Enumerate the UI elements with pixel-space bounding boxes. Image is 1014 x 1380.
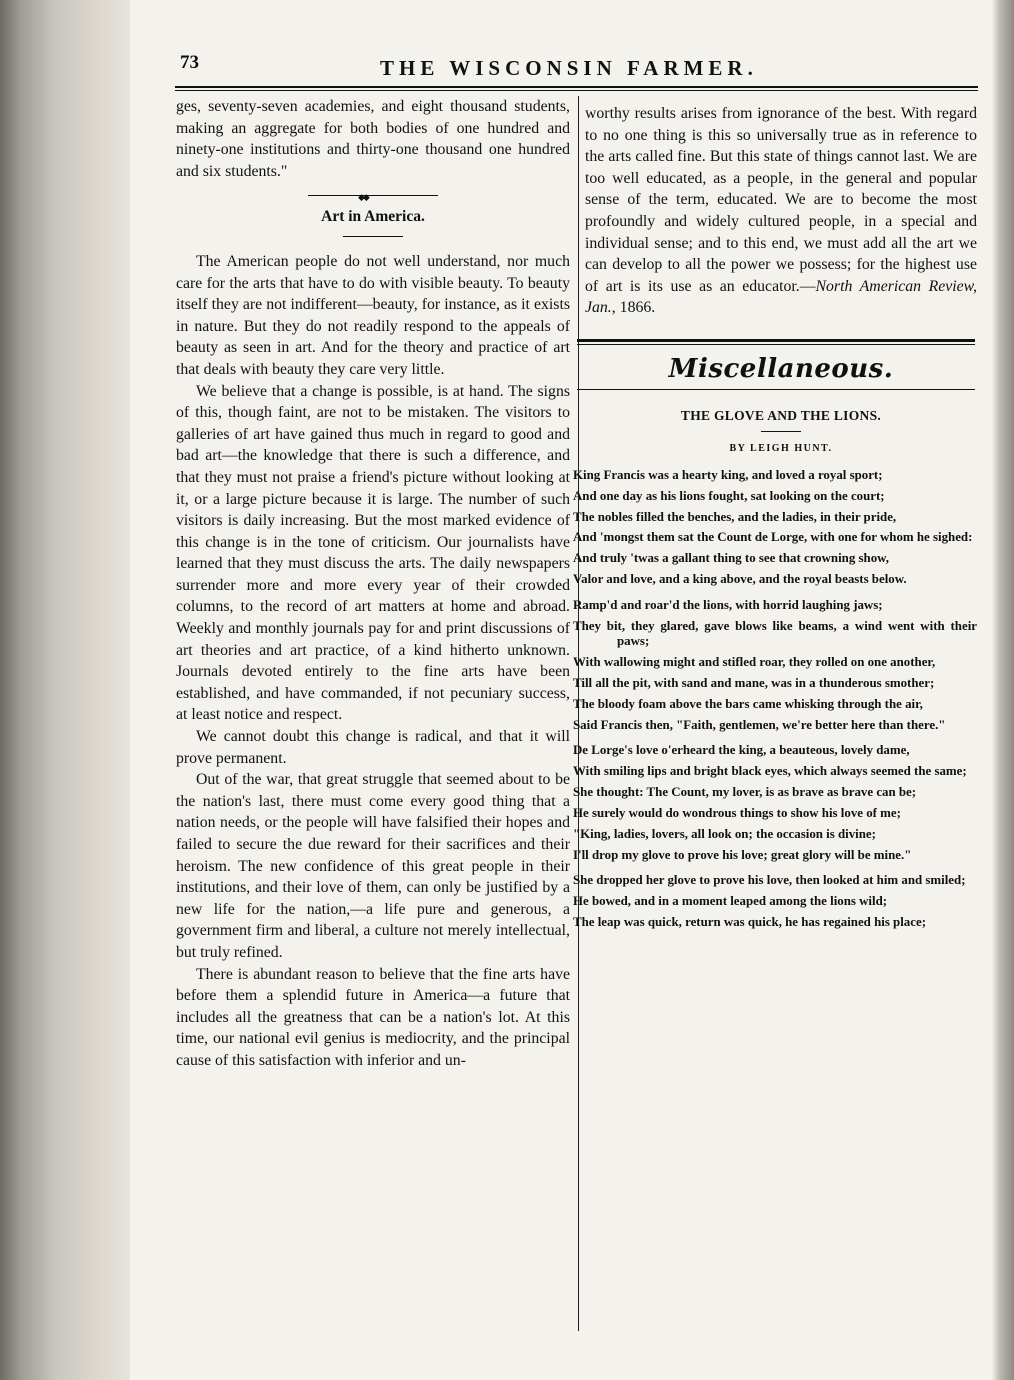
poem-line: The nobles filled the benches, and the ladies, in their pride,: [573, 509, 897, 524]
book-binding-shadow: [0, 0, 130, 1380]
right-column: [573, 103, 977, 936]
article-paragraph: We believe that a change is possible, is at hand. The signs of this, though faint, are not to be mistaken. The visitors to galleries of art have gained thus much in regard to good and bad art—the knowledge that there is such a difference, and that they must not praise a friend's picture without looking at it, or a large picture because it is large. The number of such visitors is daily increasing. But the most marked evidence of this change is in the tone of criticism. Our journalists have learned that they must discuss the arts. The daily newspapers surrender more and more every year of their crowded columns, to the record of art matters at home and abroad. Weekly and monthly journals pay for and print discussions of art theories and art practice, of a kind hitherto unknown. Journals devoted entirely to the fine arts have been established, and have commanded, if not pecuniary success, at least notice and respect.: [176, 382, 570, 724]
poem-line: Said Francis then, "Faith, gentlemen, we're better here than there.": [573, 717, 946, 732]
article-paragraph: There is abundant reason to believe that the fine arts have before them a splendid future in America—a future that includes all the greatness that can be a nation's lot. At this time, our national evil genius is mediocrity, and the principal cause of this satisfaction with inferior and un-: [176, 965, 570, 1069]
article-paragraph: Out of the war, that great struggle that seemed about to be the nation's last, there must come every good thing that a nation needs, or the people will have falsified their hopes and failed to secure the due reward for their sacrifices and their heroism. The new confidence of this great people in their institutions, and their love of them, can only be justified by a new life for the nation,—a life pure and generous, a government firm and liberal, a culture not merely intellectual, but truly refined.: [176, 771, 570, 961]
poem-line: Till all the pit, with sand and mane, was in a thunderous smother;: [573, 675, 935, 690]
page-header: [180, 50, 980, 86]
poem-line: With smiling lips and bright black eyes, which always seemed the same;: [573, 764, 967, 779]
poem-title-underline: [761, 431, 801, 432]
article-title: Art in America.: [321, 208, 425, 226]
article-paragraph: The American people do not well understand, nor much care for the arts that have to do with visible beauty. To beauty itself they are not indifferent—beauty, for instance, as it exists in nature. But they do not readily respond to the appeals of beauty as seen in art. And for the theory and practice of art that deals with beauty they care very little.: [176, 252, 570, 378]
poem-line: King Francis was a hearty king, and loved a royal sport;: [573, 467, 883, 482]
poem-line: Ramp'd and roar'd the lions, with horrid laughing jaws;: [573, 597, 883, 612]
poem-line: Valor and love, and a king above, and the royal beasts below.: [573, 572, 907, 587]
poem-line: De Lorge's love o'erheard the king, a beauteous, lovely dame,: [573, 743, 910, 758]
poem-line: "King, ladies, lovers, all look on; the occasion is divine;: [573, 826, 876, 841]
column-divider: [578, 96, 579, 1331]
left-column: [176, 96, 570, 1072]
running-title: THE WISCONSIN FARMER.: [380, 56, 758, 80]
article-continuation: [585, 103, 977, 319]
poem-line: And 'mongst them sat the Count de Lorge, with one for whom he sighed:: [573, 530, 973, 545]
poem: [573, 467, 977, 931]
poem-line: I'll drop my glove to prove his love; great glory will be mine.": [573, 847, 912, 862]
poem-line: She dropped her glove to prove his love, then looked at him and smiled;: [573, 873, 966, 888]
poem-line: With wallowing might and stifled roar, they rolled on one another,: [573, 654, 936, 669]
continuation-text: worthy results arises from ignorance of the best. With regard to no one thing is this so universally true as in reference to the arts called fine. But this state of things cannot last. We are too well educated, as a people, in the general and popular sense of the term, educated. We are to become the most profoundly and widely cultured people, in a special and individual sense; and to this end, we must add all the art we can develop to all the power we possess; for the highest use of art is its use as an educator.—: [585, 105, 977, 295]
section-rule: [577, 389, 975, 390]
poem-line: He bowed, and in a moment leaped among the lions wild;: [573, 893, 888, 908]
title-underline: [343, 236, 403, 237]
poem-line: They bit, they glared, gave blows like beams, a wind went with their paws;: [573, 618, 977, 649]
header-rule: [175, 86, 978, 91]
section-double-rule: [577, 339, 975, 345]
page-edge-shadow: [992, 0, 1014, 1380]
page-number: 73: [180, 52, 199, 73]
poem-line: She thought: The Count, my lover, is as brave as brave can be;: [573, 784, 917, 799]
ornamental-rule: [308, 195, 438, 196]
opening-paragraph: ges, seventy-seven academies, and eight thousand students, making an aggregate for both bodies of one hundred and ninety-one institutions and thirty-one thousand one hundred and six students.": [176, 98, 570, 180]
article-paragraph: We cannot doubt this change is radical, and that it will prove permanent.: [176, 728, 570, 767]
poem-line: The leap was quick, return was quick, he has regained his place;: [573, 914, 926, 929]
poem-line: He surely would do wondrous things to show his love of me;: [573, 805, 901, 820]
poem-line: And one day as his lions fought, sat looking on the court;: [573, 488, 885, 503]
citation-source: North American Review, Jan.: [585, 277, 977, 317]
miscellaneous-heading: Miscellaneous.: [668, 353, 894, 384]
poem-line: The bloody foam above the bars came whisking through the air,: [573, 696, 923, 711]
poem-title: THE GLOVE AND THE LIONS.: [680, 407, 882, 423]
citation-year: , 1866.: [611, 299, 656, 317]
poem-byline: BY LEIGH HUNT.: [729, 443, 833, 455]
poem-line: And truly 'twas a gallant thing to see that crowning show,: [573, 551, 889, 566]
